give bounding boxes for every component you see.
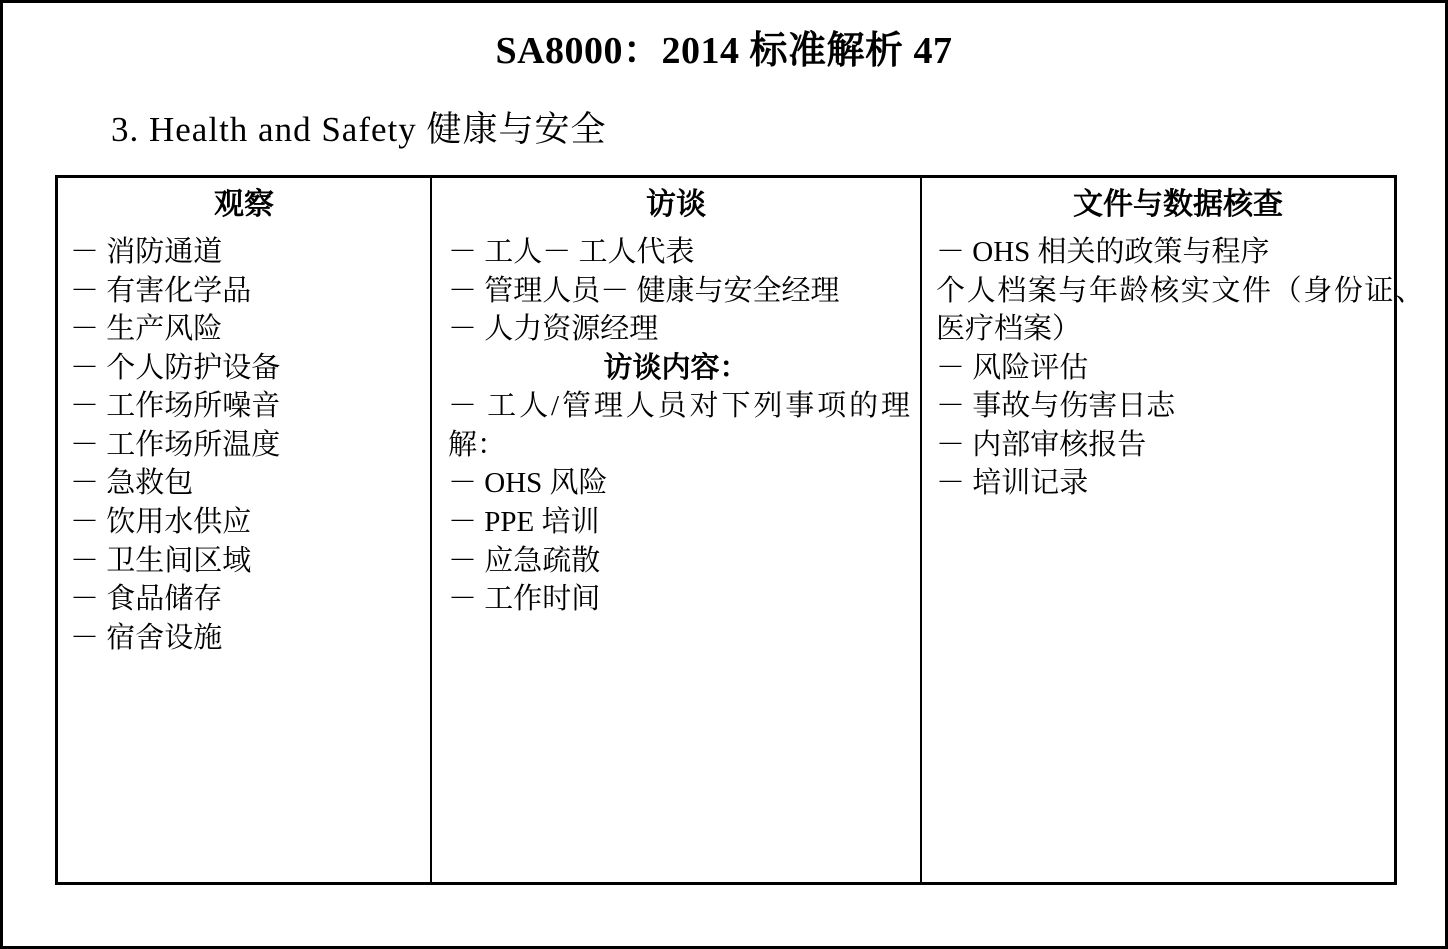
list-item: － OHS 相关的政策与程序 xyxy=(936,236,1270,269)
list-item: － 工人/管理人员对下列事项的理解： xyxy=(448,390,910,461)
list-item: － PPE 培训 xyxy=(448,506,600,539)
list-item: － 食品储存 xyxy=(70,583,223,616)
list-item: － OHS 风险 xyxy=(448,467,608,500)
list-subheading: 访谈内容： xyxy=(603,351,749,384)
list-item: － 应急疏散 xyxy=(448,544,601,577)
list-item: － 事故与伤害日志 xyxy=(936,390,1176,423)
list-item: － 培训记录 xyxy=(936,467,1089,500)
section-heading: 3. Health and Safety 健康与安全 xyxy=(111,109,607,149)
list-item: － 工作场所噪音 xyxy=(70,390,281,423)
list-item: － 宿舍设施 xyxy=(70,621,223,654)
list-item: 个人档案与年龄核实文件（身份证、医疗档案） xyxy=(936,274,1424,346)
table-column-document-review xyxy=(922,178,1434,882)
list-item: － 内部审核报告 xyxy=(936,428,1147,461)
audit-methods-table xyxy=(55,175,1424,885)
list-item: － 消防通道 xyxy=(70,236,223,269)
list-item: － 工作场所温度 xyxy=(70,428,281,461)
list-item: － 风险评估 xyxy=(936,351,1089,384)
list-item: － 饮用水供应 xyxy=(70,506,252,539)
list-item: － 个人防护设备 xyxy=(70,351,281,384)
table-column-interview xyxy=(432,178,922,882)
page-title: SA8000：2014 标准解析 47 xyxy=(495,30,953,72)
column-header-observation: 观察 xyxy=(214,187,274,221)
list-item: － 有害化学品 xyxy=(70,274,252,307)
list-item: － 急救包 xyxy=(70,467,194,500)
table-column-observation xyxy=(58,178,432,882)
list-item: － 人力资源经理 xyxy=(448,313,659,346)
list-item: － 卫生间区域 xyxy=(70,544,252,577)
list-item: － 管理人员－ 健康与安全经理 xyxy=(448,274,840,307)
column-header-document-review: 文件与数据核查 xyxy=(1073,187,1283,221)
list-item: － 生产风险 xyxy=(70,313,223,346)
list-item: － 工作时间 xyxy=(448,583,601,616)
column-header-interview: 访谈 xyxy=(646,187,706,221)
list-item: － 工人－ 工人代表 xyxy=(448,236,695,269)
